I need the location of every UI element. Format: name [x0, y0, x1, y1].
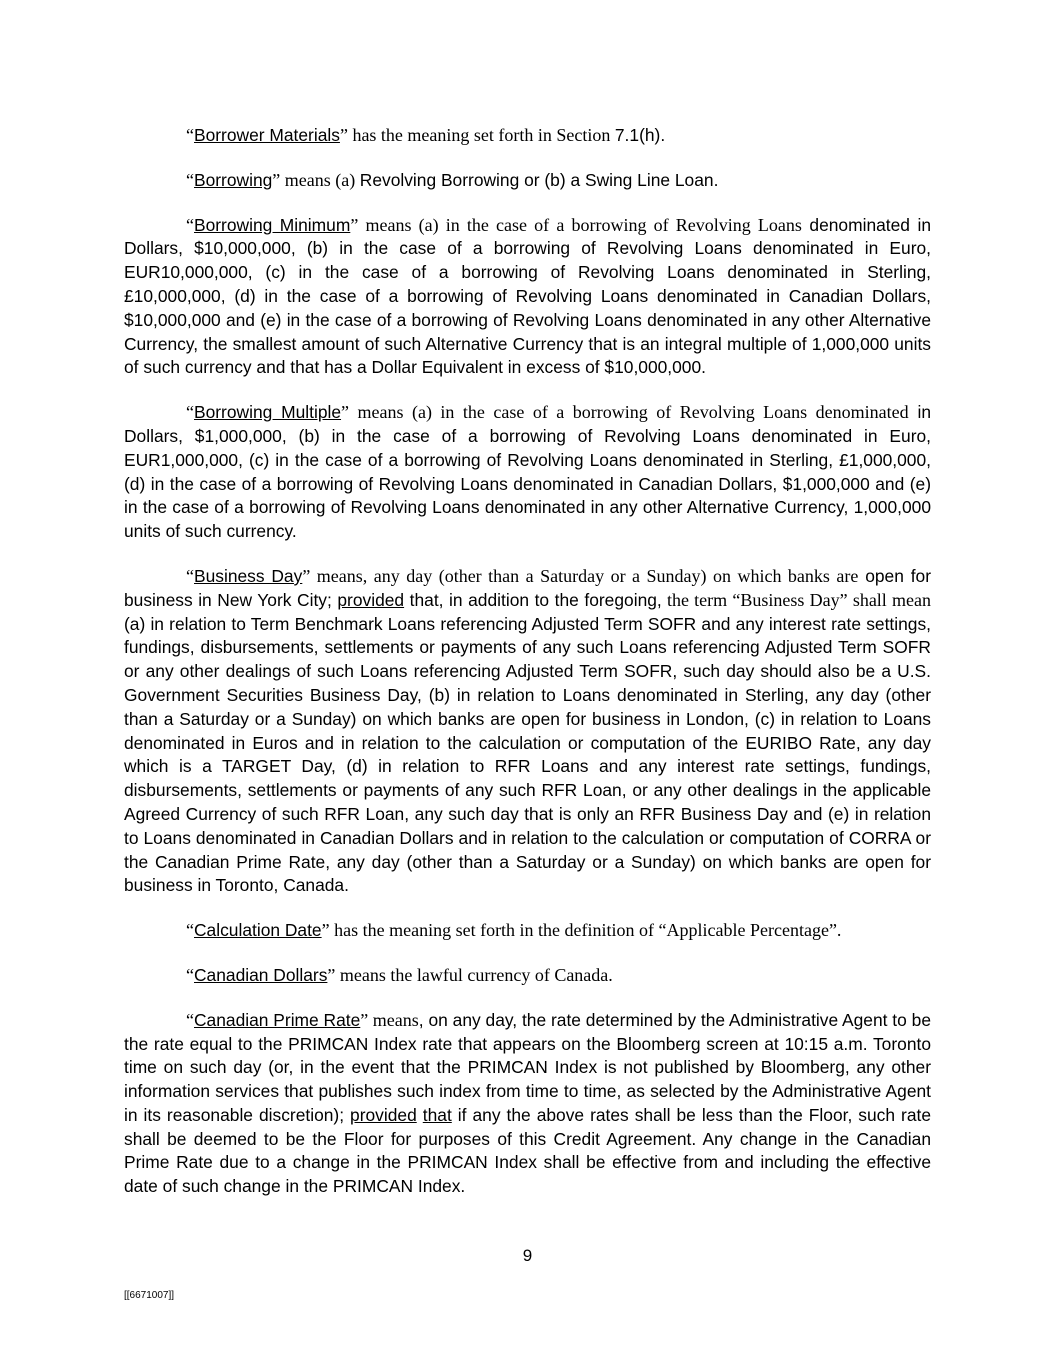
open-quote: “ [186, 402, 194, 423]
definition-lead: means, any day (other than a Saturday or a Sunday) on which banks are [310, 565, 859, 586]
open-quote: “ [186, 964, 194, 985]
close-quote: ” [321, 920, 330, 941]
definition-canadian-prime-rate [124, 1009, 931, 1199]
defined-term: Borrower Materials [194, 125, 340, 145]
close-quote: ” [327, 964, 336, 985]
close-quote: ” [339, 125, 348, 145]
definitions-section [124, 124, 931, 1220]
definition-body: in Dollars, $1,000,000, (b) in the case of a borrowing of Revolving Loans denominated in Euro, EUR1,000,000, (c) in the case of a borrowing of Revolving Loans denominated in Sterling, £1,000,000, (d) in the case of a borrowing of Revolving Loans denominated in Canadian Dollars, $1,000,000 and (e) in the case of a borrowing of Revolving Loans denominated in any other Alternative Currency, 1,000,000 units of such currency. [124, 402, 931, 542]
definition-lead: has the meaning set forth in Section [347, 125, 615, 145]
definition-lead-cont: the term “Business Day” shall mean [661, 589, 932, 610]
defined-term: Borrowing Multiple [194, 402, 342, 423]
definition-body: 7.1(h). [614, 125, 666, 145]
open-quote: “ [186, 125, 194, 145]
definition-lead: means (a) in the case of a borrowing of Revolving Loans denominated [349, 402, 909, 423]
definition-body: open for business in New York City; [124, 565, 931, 610]
definition-lead: means (a) in the case of a borrowing of Revolving Loans [358, 214, 802, 235]
definition-business-day [124, 565, 931, 898]
definition-borrower-materials [124, 124, 931, 148]
defined-term: Canadian Prime Rate [194, 1009, 361, 1030]
proviso-term: provided [337, 589, 405, 610]
definition-borrowing [124, 169, 931, 193]
page-number: 9 [522, 1246, 533, 1265]
defined-term: Borrowing [194, 169, 273, 190]
definition-lead: means the lawful currency of Canada. [335, 964, 613, 985]
open-quote: “ [186, 214, 194, 235]
open-quote: “ [186, 920, 194, 941]
defined-term: Canadian Dollars [194, 964, 328, 985]
defined-term: Borrowing Minimum [194, 214, 351, 235]
definition-body: , on any day, the rate determined by the Administrative Agent to be the rate equal to the PRIMCAN Index rate that appears on the Bloomberg screen at 10:15 a.m. Toronto time on such day (or, in the event that the PRIMCAN Index is not published by Bloomberg, any other information services that publishes such index from time to time, as selected by the Administrative Agent in its reasonable discretion); [124, 1009, 932, 1125]
proviso-term: provided [350, 1104, 417, 1125]
definition-body-cont: that, in addition to the foregoing, [404, 589, 662, 610]
definition-calculation-date [124, 919, 931, 943]
definition-body-cont: if any the above rates shall be less than the Floor, such rate shall be deemed to be the Floor for purposes of this Credit Agreement. Any change in the Canadian Prime Rate due to a change in the PRIMCAN Index shall be effective from and including the effective date of such change in the PRIMCAN Index. [124, 1104, 931, 1197]
defined-term: Business Day [194, 565, 303, 586]
open-quote: “ [186, 565, 194, 586]
open-quote: “ [186, 1009, 194, 1030]
close-quote: ” [302, 565, 311, 586]
defined-term: Calculation Date [194, 920, 322, 941]
open-quote: “ [186, 169, 194, 190]
definition-lead: means (a) [280, 169, 360, 190]
definition-body: denominated in Dollars, $10,000,000, (b) in the case of a borrowing of Revolving Loans denominated in Euro, EUR10,000,000, (c) in the case of a borrowing of Revolving Loans denominated in Sterling, £10,000,000, (d) in the case of a borrowing of Revolving Loans denominated in Canadian Dollars, $10,000,000 and (e) in the case of a borrowing of Revolving Loans denominated in any other Alternative Currency, the smallest amount of such Alternative Currency that is an integral multiple of 1,000,000 units of such currency and that has a Dollar Equivalent in excess of $10,000,000. [124, 214, 931, 378]
definition-body-cont-2: (a) in relation to Term Benchmark Loans referencing Adjusted Term SOFR and any interest rate settings, fundings, disbursements, settlements or payments of any such Loans referencing Adjusted Term SOFR or any other dealings of such Loans referencing Adjusted Term SOFR, such day should also be a U.S. Government Securities Business Day, (b) in relation to Loans denominated in Sterling, any day (other than a Saturday or a Sunday) on which banks are open for business in London, (c) in relation to Loans denominated in Euros and in relation to the calculation or computation of the EURIBO Rate, any day which is a TARGET Day, (d) in relation to RFR Loans and any interest rate settings, fundings, disbursements, settlements or payments of any such RFR Loan, or any other dealings in the applicable Agreed Currency of such RFR Loan, any such day that is only an RFR Business Day and (e) in relation to Loans denominated in Canadian Dollars and in relation to the calculation or computation of CORRA or the Canadian Prime Rate, any day (other than a Saturday or a Sunday) on which banks are open for business in Toronto, Canada. [124, 613, 931, 896]
close-quote: ” [272, 169, 281, 190]
definition-body: Revolving Borrowing or (b) a Swing Line Loan. [359, 169, 719, 190]
proviso-term-that: that [422, 1104, 452, 1125]
definition-lead: has the meaning set forth in the definition of “Applicable Percentage”. [329, 920, 842, 941]
definition-lead: means [368, 1009, 419, 1030]
definition-borrowing-minimum [124, 214, 931, 381]
close-quote: ” [341, 402, 350, 423]
definition-borrowing-multiple [124, 401, 931, 544]
definition-canadian-dollars [124, 964, 931, 988]
close-quote: ” [360, 1009, 369, 1030]
close-quote: ” [350, 214, 359, 235]
document-id: [[6671007]] [124, 1290, 175, 1301]
